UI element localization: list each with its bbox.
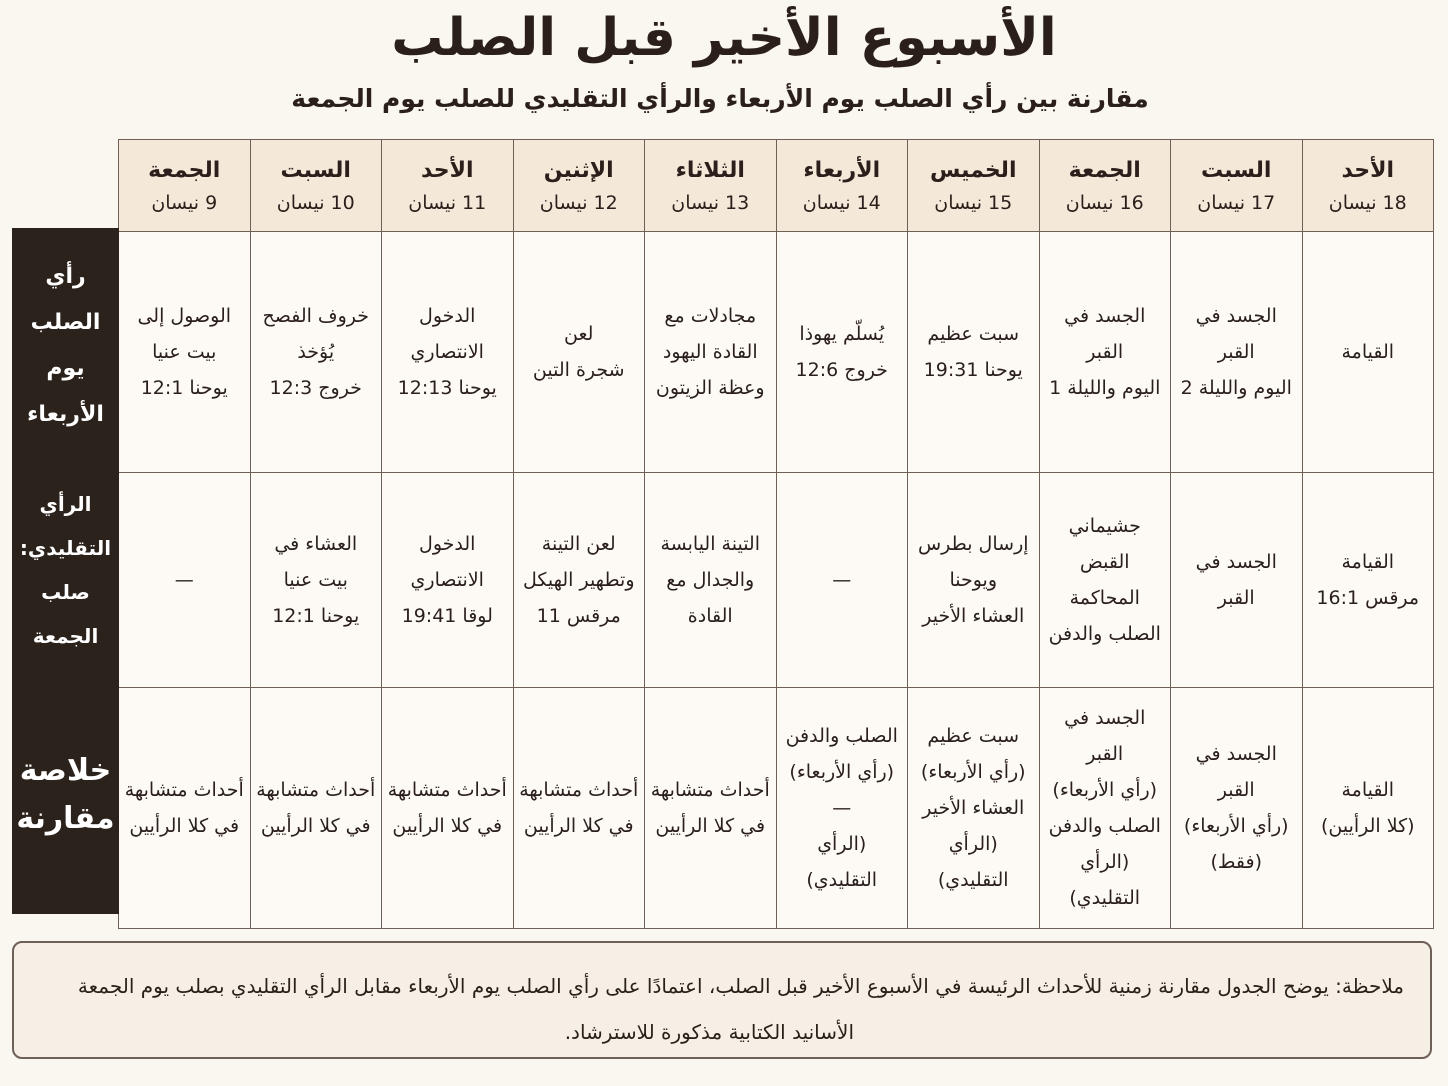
table-cell <box>119 688 251 929</box>
cell-text: في كلا الرأيين <box>523 815 634 837</box>
table-cell <box>119 232 251 473</box>
cell-text: (رأي الأربعاء) <box>789 761 895 783</box>
cell-text: في كلا الرأيين <box>655 815 766 837</box>
column-day: الخميس <box>930 157 1017 183</box>
column-day: السبت <box>280 157 351 183</box>
table-cell <box>513 473 645 688</box>
cell-text: القبض <box>1079 551 1130 573</box>
column-header <box>513 140 645 232</box>
cell-text: أحداث متشابهة <box>650 779 770 801</box>
cell-text: (الرأي التقليدي) <box>937 833 1009 891</box>
table-cell <box>776 473 908 688</box>
page-subtitle: مقارنة بين رأي الصلب يوم الأربعاء والرأي التقليدي للصلب يوم الجمعة <box>291 84 1149 113</box>
column-date: 17 نيسان <box>1197 191 1276 214</box>
column-date: 13 نيسان <box>671 191 750 214</box>
cell-text: اليوم والليلة 2 <box>1180 377 1292 399</box>
cell-text: سبت عظيم <box>927 725 1020 747</box>
table-cell <box>250 688 382 929</box>
table-cell <box>1039 473 1171 688</box>
cell-text: (كلا الرأيين) <box>1320 815 1415 837</box>
cell-text: القيامة <box>1341 779 1395 801</box>
table-cell <box>513 688 645 929</box>
cell-text: ويوحنا <box>949 569 998 591</box>
cell-text: اليوم والليلة 1 <box>1049 377 1161 399</box>
cell-text: يُسلّم يهوذا <box>799 323 885 345</box>
table-row <box>119 473 1434 688</box>
cell-text: الانتصاري <box>410 341 484 363</box>
cell-text: لوقا 19:41 <box>401 605 493 627</box>
row-label-traditional-view <box>12 464 119 676</box>
cell-text: خروج 12:3 <box>269 377 362 399</box>
cell-text: يوحنا 12:1 <box>272 605 360 627</box>
table-cell <box>1039 232 1171 473</box>
table-row <box>119 232 1434 473</box>
table-cell <box>645 232 777 473</box>
column-date: 18 نيسان <box>1328 191 1407 214</box>
cell-text: يوحنا 12:13 <box>397 377 497 399</box>
cell-text: العشاء الأخير <box>922 797 1025 819</box>
column-day: الجمعة <box>148 157 221 183</box>
cell-text: في كلا الرأيين <box>260 815 371 837</box>
cell-text: أحداث متشابهة <box>256 779 376 801</box>
cell-text: الصلب والدفن <box>1048 815 1161 837</box>
note-line: الأسانيد الكتابية مذكورة للاسترشاد. <box>564 1020 854 1044</box>
column-day: الجمعة <box>1068 157 1141 183</box>
table-cell <box>119 473 251 688</box>
cell-text: القبر <box>1217 341 1255 363</box>
table-cell <box>1302 688 1434 929</box>
cell-text: (الرأي التقليدي) <box>806 833 878 891</box>
column-day: الأربعاء <box>803 157 881 183</box>
note-line: ملاحظة: يوضح الجدول مقارنة زمنية للأحداث الرئيسة في الأسبوع الأخير قبل الصلب، اعتمادًا على رأي الصلب يوم الأربعاء مقابل الرأي التقليدي بصلب يوم الجمعة <box>77 974 1404 998</box>
cell-text: الانتصاري <box>410 569 484 591</box>
row-label-text: خلاصة <box>19 753 112 788</box>
cell-text: الجسد في <box>1195 743 1277 765</box>
column-header <box>776 140 908 232</box>
cell-text: (فقط) <box>1210 851 1263 873</box>
cell-text: التينة اليابسة <box>660 533 760 555</box>
cell-text: القبر <box>1086 743 1124 765</box>
table-row <box>119 688 1434 929</box>
table-cell <box>1171 232 1303 473</box>
cell-text: أحداث متشابهة <box>519 779 639 801</box>
column-date: 10 نيسان <box>276 191 355 214</box>
cell-text: الصلب والدفن <box>785 725 898 747</box>
cell-text: بيت عنيا <box>283 569 348 591</box>
table-cell <box>1171 688 1303 929</box>
table-cell <box>1302 232 1434 473</box>
cell-text: الجسد في <box>1195 551 1277 573</box>
cell-text: إرسال بطرس <box>917 533 1029 555</box>
column-header <box>382 140 514 232</box>
row-label-text: يوم الأربعاء <box>27 356 104 427</box>
cell-text: (الرأي التقليدي) <box>1069 851 1141 909</box>
column-header <box>645 140 777 232</box>
cell-text: — <box>832 569 852 591</box>
note-box <box>12 941 1432 1059</box>
cell-text: القادة اليهود <box>662 341 758 363</box>
column-date: 14 نيسان <box>802 191 881 214</box>
cell-text: مرقس 11 <box>536 605 621 627</box>
cell-text: في كلا الرأيين <box>392 815 503 837</box>
cell-text: القيامة <box>1341 341 1395 363</box>
cell-text: لعن <box>564 323 594 345</box>
cell-text: أحداث متشابهة <box>124 779 244 801</box>
column-header <box>908 140 1040 232</box>
column-day: الإثنين <box>543 157 614 183</box>
table-cell <box>908 473 1040 688</box>
cell-text: يوحنا 19:31 <box>923 359 1023 381</box>
table-cell <box>776 232 908 473</box>
cell-text: في كلا الرأيين <box>129 815 240 837</box>
column-date: 15 نيسان <box>934 191 1013 214</box>
row-label-text: مقارنة <box>16 801 115 836</box>
comparison-table <box>118 139 1434 929</box>
cell-text: (رأي الأربعاء) <box>920 761 1026 783</box>
cell-text: مرقس 16:1 <box>1316 587 1420 609</box>
row-label-text: رأي الصلب <box>30 264 101 335</box>
cell-text: والجدال مع <box>666 569 755 591</box>
column-day: الأحد <box>421 157 474 183</box>
table-cell <box>513 232 645 473</box>
cell-text: — <box>174 569 194 591</box>
column-header <box>250 140 382 232</box>
table-cell <box>645 473 777 688</box>
table-cell <box>382 473 514 688</box>
column-header <box>1302 140 1434 232</box>
cell-text: يوحنا 12:1 <box>140 377 228 399</box>
cell-text: بيت عنيا <box>152 341 217 363</box>
cell-text: (رأي الأربعاء) <box>1052 779 1158 801</box>
table-cell <box>382 232 514 473</box>
cell-text: (رأي الأربعاء) <box>1183 815 1289 837</box>
column-day: الثلاثاء <box>675 157 745 183</box>
cell-text: جشيماني <box>1068 515 1141 537</box>
column-date: 11 نيسان <box>408 191 487 214</box>
table-cell <box>908 232 1040 473</box>
table-cell <box>908 688 1040 929</box>
cell-text: الجسد في <box>1195 305 1277 327</box>
table-cell <box>1302 473 1434 688</box>
cell-text: يُؤخذ <box>297 341 335 363</box>
cell-text: القبر <box>1217 779 1255 801</box>
column-header <box>119 140 251 232</box>
cell-text: سبت عظيم <box>927 323 1020 345</box>
table-cell <box>776 688 908 929</box>
table-cell <box>645 688 777 929</box>
cell-text: لعن التينة <box>541 533 616 555</box>
column-day: الأحد <box>1341 157 1394 183</box>
table-cell <box>250 473 382 688</box>
cell-text: مجادلات مع <box>664 305 757 327</box>
cell-text: شجرة التين <box>532 359 625 381</box>
cell-text: أحداث متشابهة <box>387 779 507 801</box>
cell-text: العشاء الأخير <box>922 605 1025 627</box>
page-title: الأسبوع الأخير قبل الصلب <box>391 8 1057 68</box>
cell-text: وتطهير الهيكل <box>522 569 635 591</box>
header-row <box>119 140 1434 232</box>
cell-text: القادة <box>687 605 733 627</box>
cell-text: الجسد في <box>1064 305 1146 327</box>
row-label-summary <box>12 676 119 914</box>
cell-text: خروف الفصح <box>262 305 370 327</box>
table-cell <box>250 232 382 473</box>
cell-text: الجسد في <box>1064 707 1146 729</box>
cell-text: القيامة <box>1341 551 1395 573</box>
cell-text: القبر <box>1217 587 1255 609</box>
cell-text: المحاكمة <box>1069 587 1140 609</box>
table-cell <box>1171 473 1303 688</box>
column-day: السبت <box>1201 157 1272 183</box>
column-header <box>1039 140 1171 232</box>
cell-text: الوصول إلى <box>137 305 232 327</box>
cell-text: خروج 12:6 <box>795 359 888 381</box>
cell-text: — <box>832 797 852 819</box>
cell-text: العشاء في <box>274 533 358 555</box>
row-label-wednesday-view <box>12 228 119 464</box>
cell-text: الدخول <box>419 533 476 555</box>
column-date: 16 نيسان <box>1065 191 1144 214</box>
table-cell <box>1039 688 1171 929</box>
column-date: 12 نيسان <box>539 191 618 214</box>
cell-text: القبر <box>1086 341 1124 363</box>
column-header <box>1171 140 1303 232</box>
cell-text: الصلب والدفن <box>1048 623 1161 645</box>
row-label-text: صلب الجمعة <box>32 580 99 648</box>
table-cell <box>382 688 514 929</box>
cell-text: وعظة الزيتون <box>655 377 765 399</box>
column-date: 9 نيسان <box>151 191 218 214</box>
row-label-text: الرأي التقليدي: <box>19 492 112 560</box>
cell-text: الدخول <box>419 305 476 327</box>
